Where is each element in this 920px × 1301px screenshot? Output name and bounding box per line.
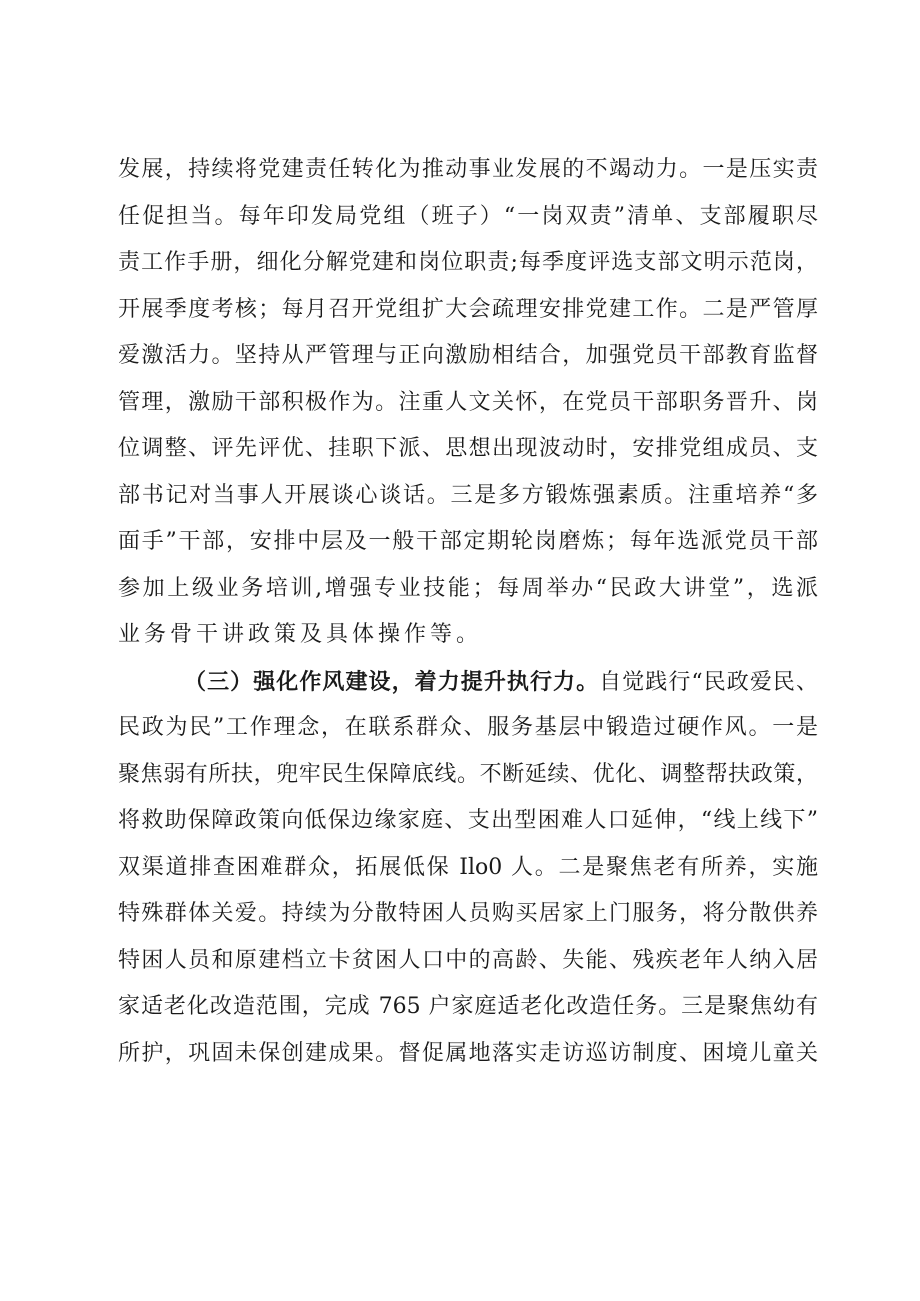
paragraph-line: 业务骨干讲政策及具体操作等。 bbox=[118, 622, 483, 647]
paragraph-line: 管理，激励干部积极作为。注重人文关怀，在党员干部职务晋升、岗 bbox=[118, 389, 818, 415]
paragraph-line: 爱激活力。坚持从严管理与正向激励相结合，加强党员干部教育监督 bbox=[118, 343, 818, 368]
paragraph-line: 双渠道排查困难群众，拓展低保 Ilo0 人。二是聚焦老有所养，实施 bbox=[118, 854, 818, 880]
paragraph-line: 所护，巩固未保创建成果。督促属地落实走访巡访制度、困境儿童关 bbox=[118, 1040, 818, 1066]
paragraph-line: 家适老化改造范围，完成 765 户家庭适老化改造任务。三是聚焦幼有 bbox=[118, 994, 818, 1019]
body-text bbox=[118, 147, 818, 1077]
paragraph-line: 位调整、评先评优、挂职下派、思想出现波动时，安排党组成员、支 bbox=[118, 436, 818, 461]
paragraph-line: 民政为民”工作理念，在联系群众、服务基层中锻造过硬作风。一是 bbox=[118, 715, 818, 740]
heading-line-rest: 自觉践行“民政爱民、 bbox=[599, 669, 818, 695]
paragraph-line: 部书记对当事人开展谈心谈话。三是多方锻炼强素质。注重培养“多 bbox=[118, 482, 818, 508]
paragraph-line: 开展季度考核；每月召开党组扩大会疏理安排党建工作。二是严管厚 bbox=[118, 296, 818, 322]
paragraph-line: 特殊群体关爱。持续为分散特困人员购买居家上门服务，将分散供养 bbox=[118, 901, 818, 926]
paragraph-line: 特困人员和原建档立卡贫困人口中的高龄、失能、残疾老年人纳入居 bbox=[118, 947, 818, 973]
paragraph-line: 聚焦弱有所扶，兜牢民生保障底线。不断延续、优化、调整帮扶政策， bbox=[118, 761, 818, 787]
paragraph-line: 任促担当。每年印发局党组（班子）“一岗双责”清单、支部履职尽 bbox=[118, 203, 818, 229]
paragraph-line: 面手”干部，安排中层及一般干部定期轮岗磨炼；每年选派党员干部 bbox=[118, 529, 818, 554]
paragraph-line: 发展，持续将党建责任转化为推动事业发展的不竭动力。一是压实责 bbox=[118, 157, 818, 182]
section-heading: （三）强化作风建设，着力提升执行力。 bbox=[184, 668, 600, 695]
section-heading-line bbox=[118, 659, 818, 706]
paragraph-line: 责工作手册，细化分解党建和岗位职责;每季度评选支部文明示范岗， bbox=[118, 250, 818, 275]
paragraph-line: 参加上级业务培训,增强专业技能；每周举办“民政大讲堂”，选派 bbox=[118, 575, 818, 601]
paragraph-line: 将救助保障政策向低保边缘家庭、支出型困难人口延伸，“线上线下” bbox=[118, 808, 818, 833]
